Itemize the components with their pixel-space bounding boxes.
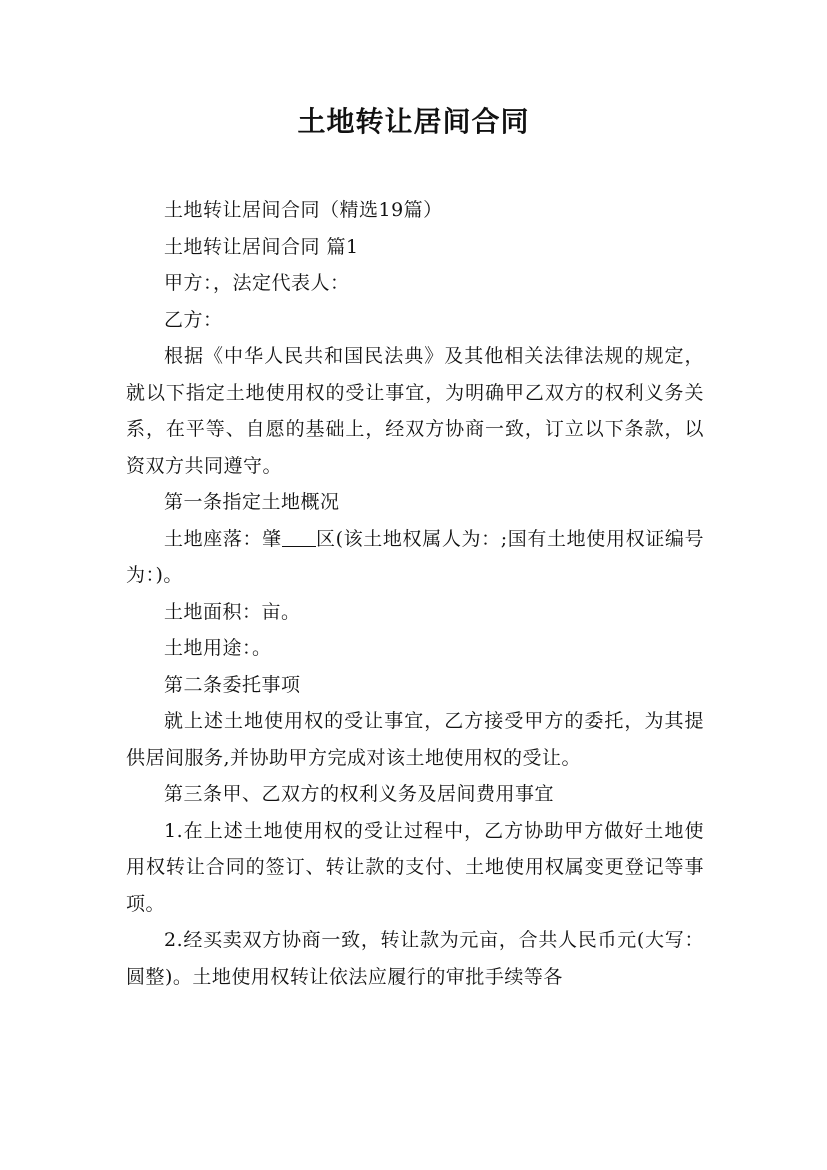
- article-2-paragraph: 就上述土地使用权的受让事宜，乙方接受甲方的委托，为其提供居间服务,并协助甲方完成对该土地使用权的受让。: [126, 710, 704, 769]
- preamble-paragraph: 根据《中华人民共和国民法典》及其他相关法律法规的规定，就以下指定土地使用权的受让事宜，为明确甲乙双方的权利义务关系，在平等、自愿的基础上，经双方协商一致，订立以下条款，以资双方共同遵守。: [126, 345, 704, 477]
- section-heading: 土地转让居间合同 篇1: [164, 235, 359, 258]
- document-body: [126, 192, 704, 995]
- article-2-heading: 第二条委托事项: [164, 673, 301, 696]
- document-title: 土地转让居间合同: [297, 105, 530, 138]
- article-3-item-1: 1.在上述土地使用权的受让过程中，乙方协助甲方做好土地使用权转让合同的签订、转让款的支付、土地使用权属变更登记等事项。: [126, 819, 704, 915]
- article-3-heading: 第三条甲、乙双方的权利义务及居间费用事宜: [164, 783, 555, 805]
- article-3-item-2: 2.经买卖双方协商一致，转让款为元亩，合共人民币元(大写：圆整)。土地使用权转让依法应履行的审批手续等各: [126, 929, 704, 988]
- land-location-paragraph: [126, 521, 704, 594]
- party-b-line: 乙方：: [164, 308, 223, 331]
- land-area-line: 土地面积：亩。: [164, 600, 301, 623]
- land-location-suffix: 区(该土地权属人为：;国有土地使用权证编号为：)。: [126, 527, 704, 586]
- underline-blank: [282, 527, 316, 547]
- land-use-line: 土地用途：。: [164, 637, 272, 659]
- land-location-prefix: 土地座落：肇: [164, 527, 282, 550]
- subtitle-paragraph: 土地转让居间合同（精选19篇）: [164, 199, 443, 221]
- article-1-heading: 第一条指定土地概况: [164, 491, 340, 513]
- party-a-line: 甲方：，法定代表人：: [164, 272, 350, 294]
